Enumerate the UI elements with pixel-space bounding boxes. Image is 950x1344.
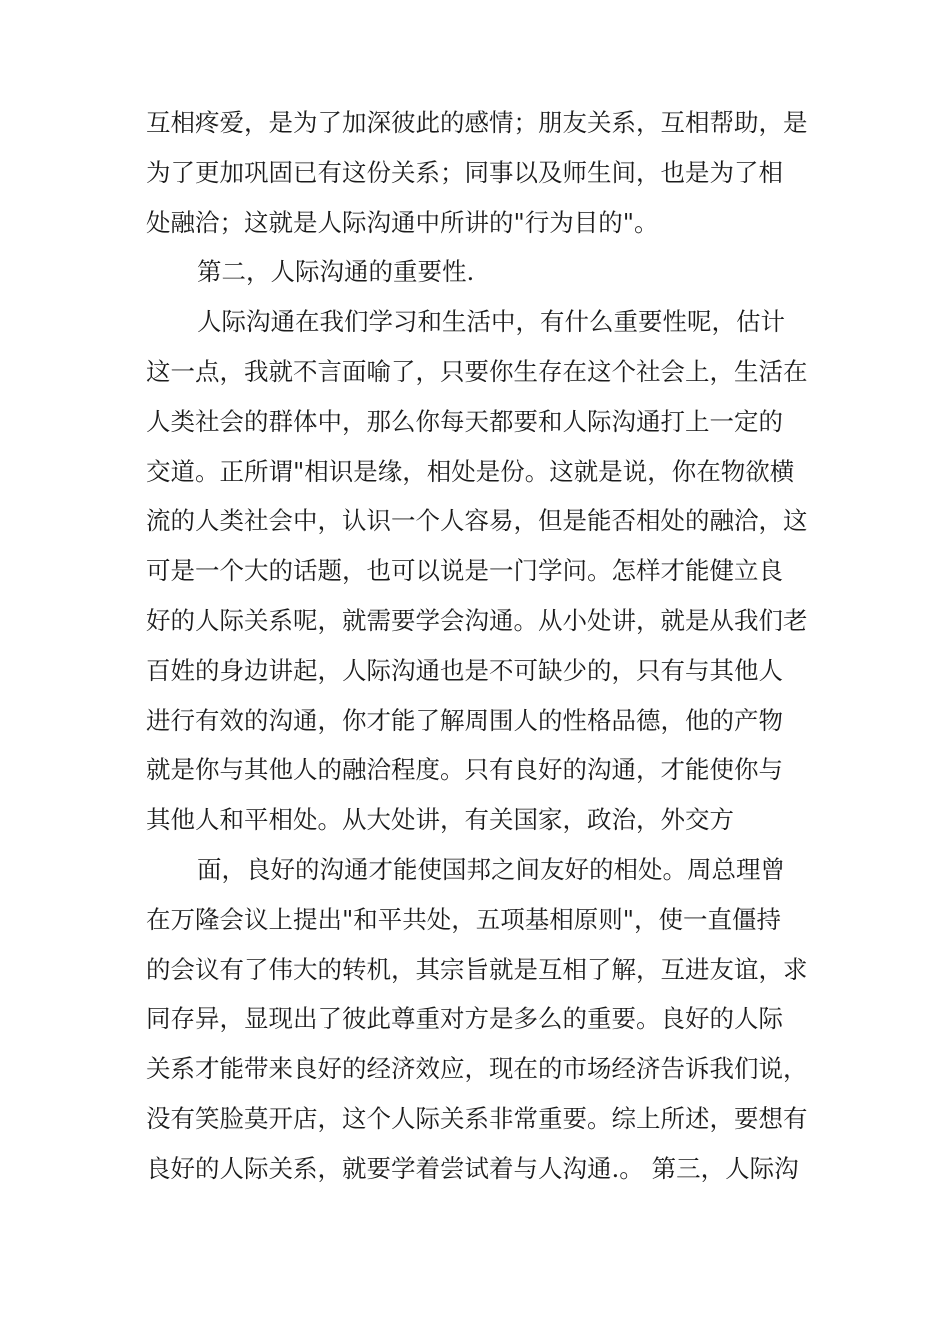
text-line: 流的人类社会中，认识一个人容易，但是能否相处的融洽，这 — [146, 506, 808, 536]
text-line: 可是一个大的话题，也可以说是一门学问。怎样才能健立良 — [146, 556, 783, 586]
text-line: 进行有效的沟通，你才能了解周围人的性格品德，他的产物 — [146, 705, 783, 735]
text-line: 百姓的身边讲起，人际沟通也是不可缺少的，只有与其他人 — [146, 655, 783, 685]
text-line: 这一点，我就不言面喻了，只要你生存在这个社会上，生活在 — [146, 356, 808, 386]
text-line: 处融洽；这就是人际沟通中所讲的"行为目的"。 — [146, 207, 659, 237]
text-line: 就是你与其他人的融洽程度。只有良好的沟通，才能使你与 — [146, 755, 783, 785]
text-line: 没有笑脸莫开店，这个人际关系非常重要。综上所述，要想有 — [146, 1103, 808, 1133]
text-line: 关系才能带来良好的经济效应，现在的市场经济告诉我们说， — [146, 1054, 808, 1084]
text-line: 第二，人际沟通的重要性. — [197, 257, 475, 287]
text-line: 良好的人际关系，就要学着尝试着与人沟通.。 第三，人际沟 — [146, 1153, 799, 1183]
text-line: 人类社会的群体中，那么你每天都要和人际沟通打上一定的 — [146, 406, 783, 436]
text-line: 为了更加巩固已有这份关系；同事以及师生间，也是为了相 — [146, 157, 783, 187]
text-line: 其他人和平相处。从大处讲，有关国家，政治，外交方 — [146, 805, 734, 835]
document-body-text — [146, 98, 826, 1194]
text-line: 互相疼爱，是为了加深彼此的感情；朋友关系，互相帮助，是 — [146, 108, 808, 137]
text-line: 在万隆会议上提出"和平共处，五项基相原则"，使一直僵持 — [146, 904, 782, 934]
text-line: 人际沟通在我们学习和生活中，有什么重要性呢，估计 — [197, 307, 785, 337]
text-line: 交道。正所谓"相识是缘，相处是份。这就是说，你在物欲横 — [146, 456, 795, 486]
text-line: 同存异，显现出了彼此尊重对方是多么的重要。良好的人际 — [146, 1004, 783, 1034]
text-line: 好的人际关系呢，就需要学会沟通。从小处讲，就是从我们老 — [146, 605, 808, 635]
text-line: 的会议有了伟大的转机，其宗旨就是互相了解，互进友谊，求 — [146, 954, 808, 984]
text-line: 面，良好的沟通才能使国邦之间友好的相处。周总理曾 — [197, 854, 785, 884]
